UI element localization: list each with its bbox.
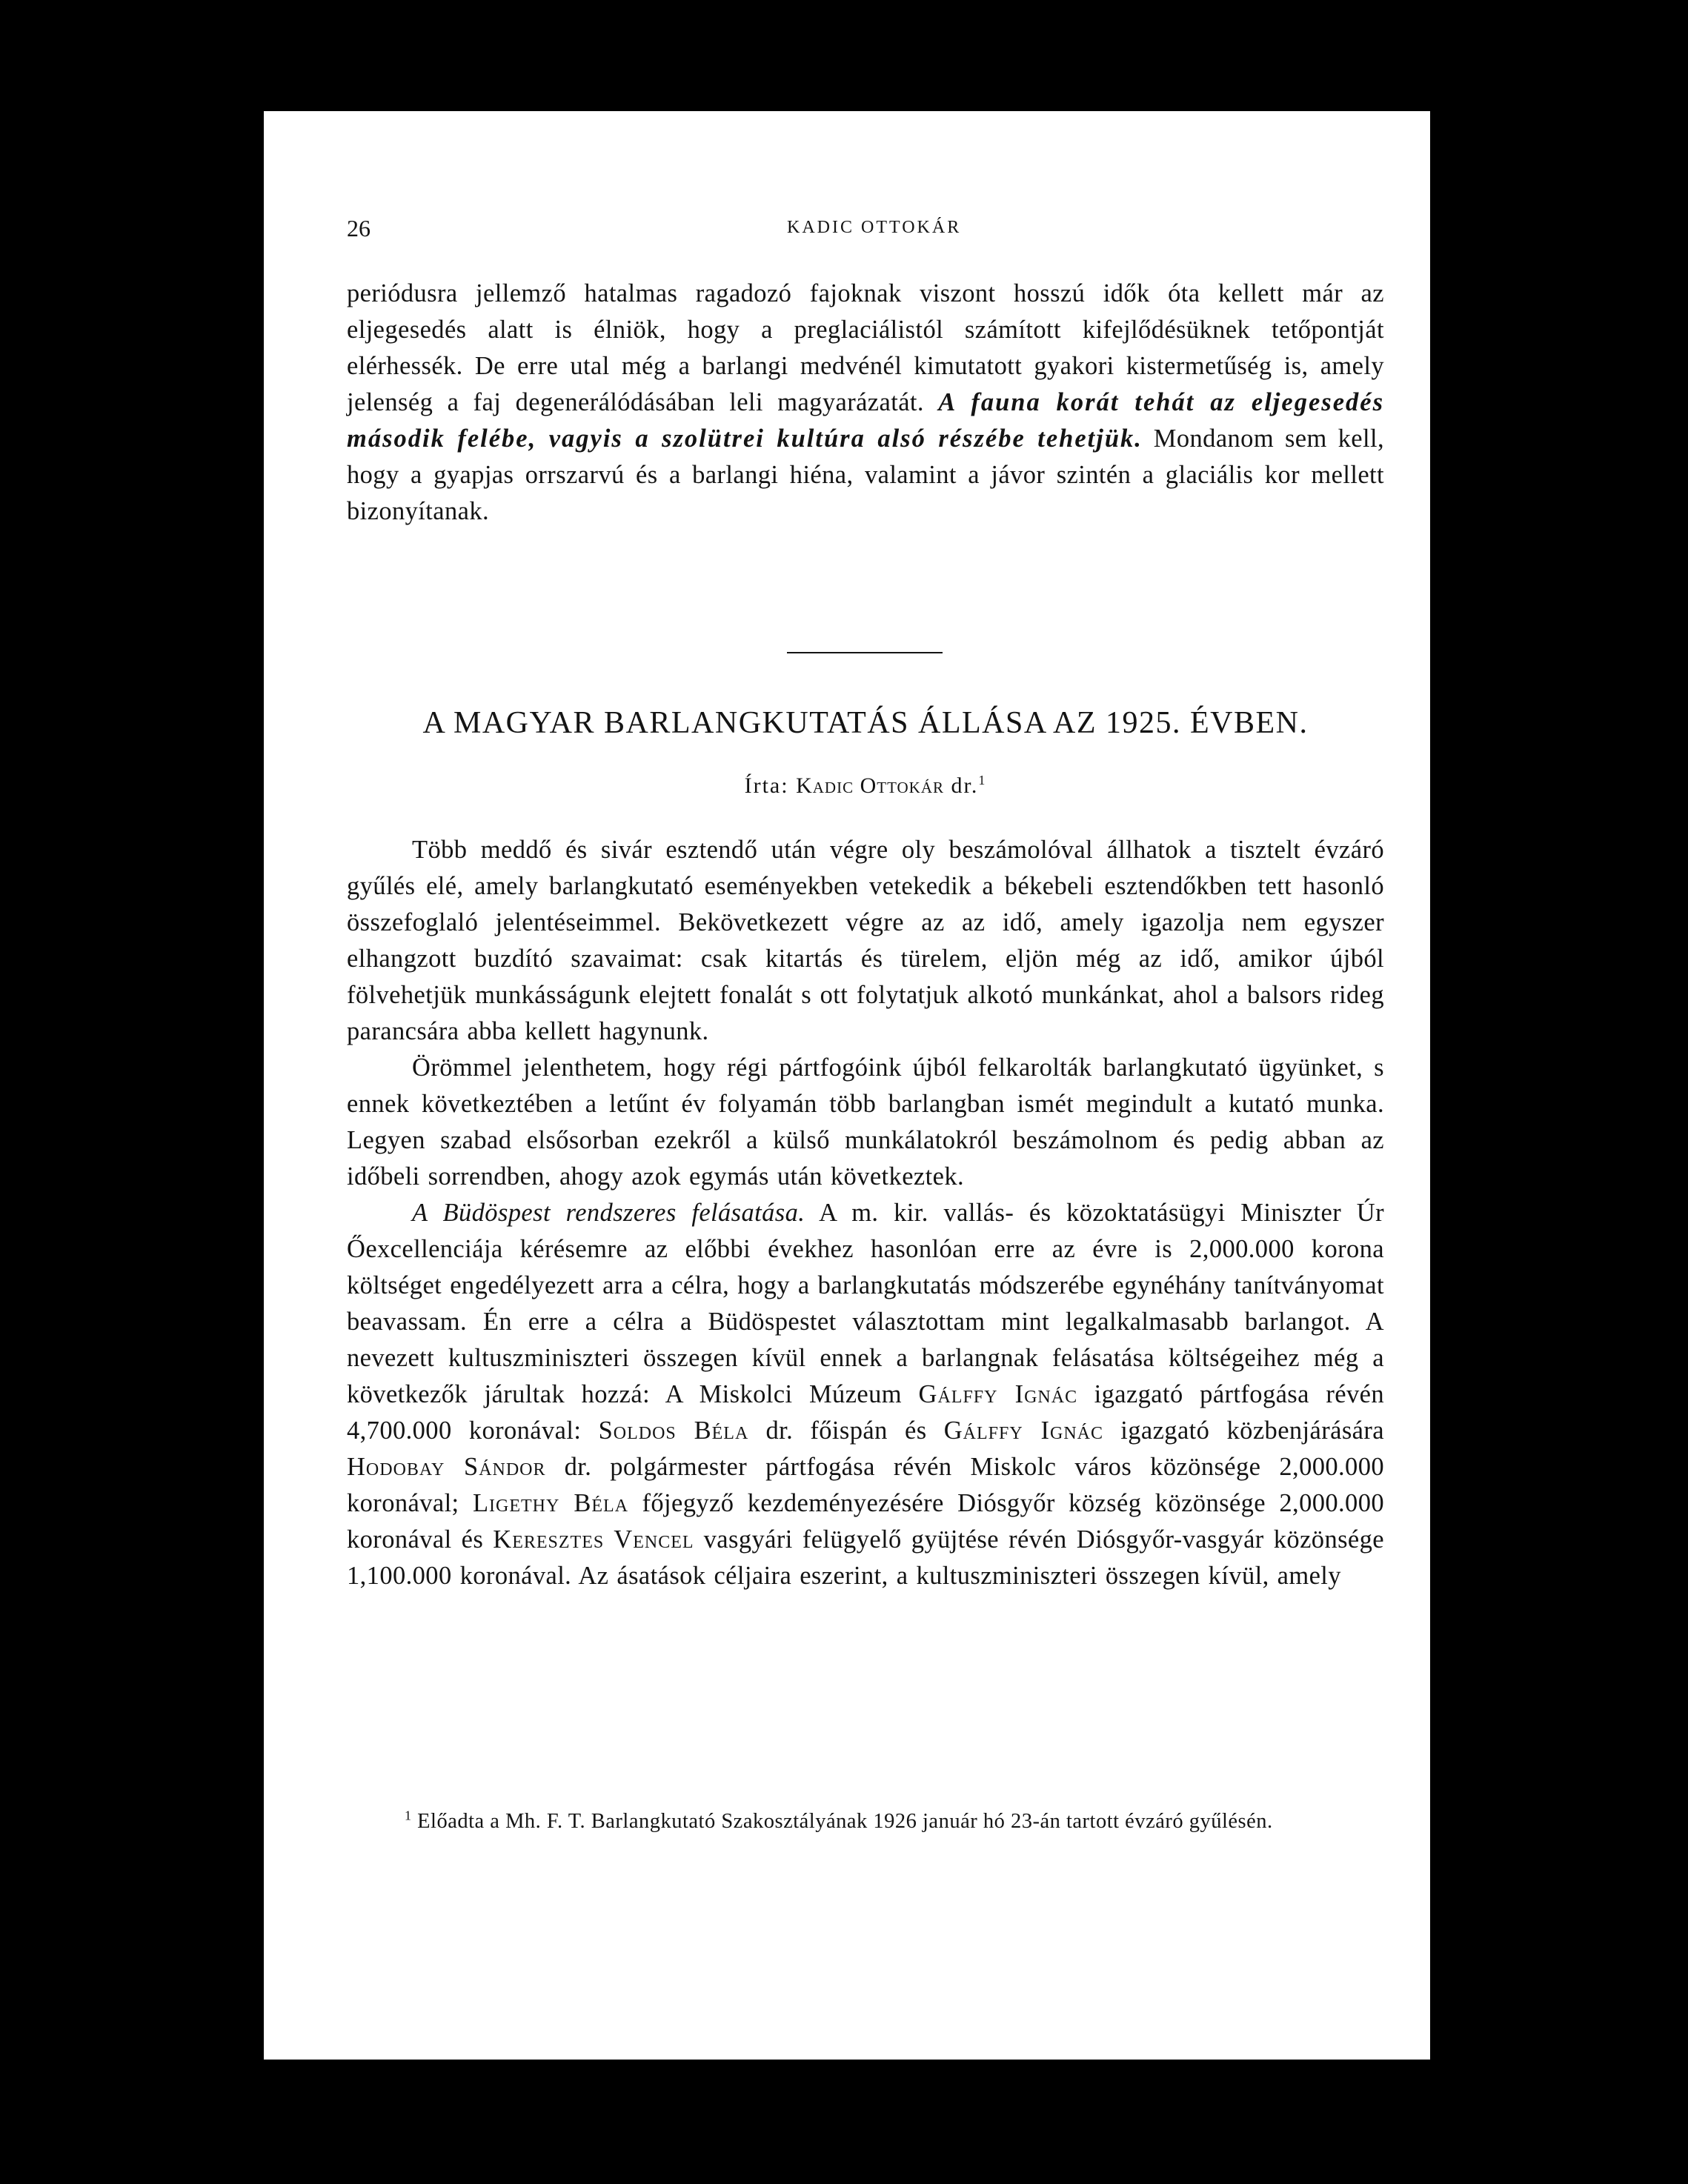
person-name: Gálffy Ignác	[943, 1416, 1104, 1445]
footnote-marker: 1	[405, 1808, 412, 1823]
byline-suffix: dr.	[951, 773, 979, 798]
paragraph: Több meddő és sivár esztendő után végre oly beszámolóval állhatok a tisztelt évzáró gyűlés elé, amely barlangkutató eseményekben vetekedik a békebeli esztendőkben tett hasonló összefoglaló jelentéseimmel. Bekövetkezett végre az az idő, amely igazolja nem egyszer elhangzott buzdító szavaimat: csak kitartás és türelem, eljön még az idő, amikor újból fölvehetjük munkásságunk elejtett fonalát s ott folytatjuk alkotó munkánkat, ahol a balsors rideg parancsára abba kellett hagynunk.	[347, 836, 1384, 1045]
paragraph-text: igazgató pártfogása révén 4,700.000 koronával:	[347, 1380, 1384, 1445]
paragraph	[347, 276, 1384, 530]
scan-border-left	[0, 0, 264, 2184]
article-byline	[347, 773, 1384, 799]
paragraph-text: dr. főispán és	[765, 1416, 927, 1445]
person-name: Hodobay Sándor	[347, 1453, 546, 1481]
byline-prefix: Írta:	[744, 773, 789, 798]
emphasized-conclusion: A fauna korát tehát az eljegesedés második felébe, vagyis a szolütrei kultúra alsó részébe tehetjük.	[347, 388, 1384, 453]
footnote-body: Előadta a Mh. F. T. Barlangkutató Szakosztályának 1926 január hó 23-án tartott évzáró gyűlésén.	[417, 1810, 1273, 1833]
person-name: Keresztes Vencel	[493, 1525, 694, 1554]
page-header	[347, 215, 1384, 244]
paragraph-text: Mondanom sem kell, hogy a gyapjas orrszarvú és a barlangi hiéna, valamint a jávor szintén a glaciális kor mellett bizonyítanak.	[347, 425, 1384, 525]
previous-article-ending	[347, 276, 1384, 530]
paragraph-text: vasgyári felügyelő gyüjtése révén Diósgyőr-vasgyár közönsége 1,100.000 koronával. Az ásatások céljaira eszerint, a kultuszminiszteri összegen kívül, amely	[347, 1525, 1384, 1590]
section-heading: A Büdöspest rendszeres felásatása.	[412, 1199, 805, 1227]
paragraph	[347, 1195, 1384, 1594]
footnote-reference: 1	[978, 773, 987, 788]
paragraph: Örömmel jelenthetem, hogy régi pártfogóink újból felkarolták barlangkutató ügyünket, s ennek következtében a letűnt év folyamán több barlangban ismét megindult a kutató munka. Legyen szabad elsősorban ezekről a külső munkálatokról beszámolnom és pedig abban az időbeli sorrendben, ahogy azok egymás után következtek.	[347, 1053, 1384, 1191]
scan-border-right	[1430, 0, 1688, 2184]
article-body	[347, 832, 1384, 1594]
footnote-text	[347, 1807, 1384, 1837]
person-name: Gálffy Ignác	[918, 1380, 1078, 1408]
running-head: KADIC OTTOKÁR	[787, 218, 962, 237]
paragraph-text: igazgató közbenjárására	[1120, 1416, 1384, 1445]
paragraph-text: főjegyző kezdeményezésére Diósgyőr község közönsége 2,000.000 koronával és	[347, 1489, 1385, 1554]
person-name: Soldos Béla	[598, 1416, 749, 1445]
byline-author: Kadic Ottokár	[796, 773, 945, 798]
footnote	[347, 1807, 1384, 1837]
page-number: 26	[347, 215, 371, 242]
section-divider	[787, 652, 943, 653]
paragraph-text: periódusra jellemző hatalmas ragadozó fajoknak viszont hosszú idők óta kellett már az eljegesedés alatt is élniök, hogy a preglaciálistól számított kifejlődésüknek tetőpontját elérhessék. De erre utal még a barlangi medvénél kimutatott gyakori kistermetűség is, amely jelenség a faj degenerálódásában leli magyarázatát.	[347, 279, 1384, 416]
paragraph-text: dr. polgármester pártfogása révén Miskolc város közönsége 2,000.000 koronával;	[347, 1453, 1385, 1517]
article-title: A MAGYAR BARLANGKUTATÁS ÁLLÁSA AZ 1925. ÉVBEN.	[422, 706, 1309, 740]
paragraph-text: A m. kir. vallás- és közoktatásügyi Miniszter Úr Őexcellenciája kérésemre az előbbi évekhez hasonlóan erre az évre is 2,000.000 korona költséget engedélyezett arra a célra, hogy a barlangkutatás módszerébe egynéhány tanítványomat beavassam. Én erre a célra a Büdöspestet választottam mint legalkalmasabb barlangot. A nevezett kultuszminiszteri összegen kívül ennek a barlangnak felásatása költségeihez még a következők járultak hozzá: A Miskolci Múzeum	[347, 1199, 1385, 1408]
person-name: Ligethy Béla	[472, 1489, 629, 1517]
